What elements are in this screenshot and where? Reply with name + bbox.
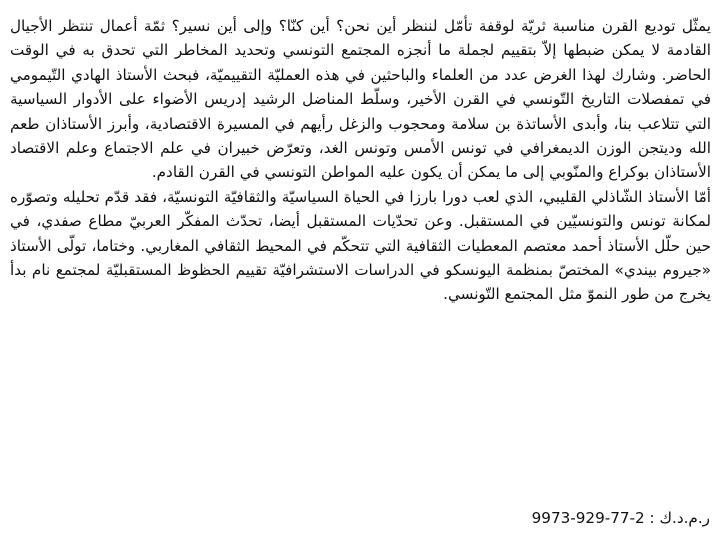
paragraph-1: يمثّل توديع القرن مناسبة ثريّة لوقفة تأمّل لننظر أين نحن؟ أين كنّا؟ وإلى أين نسير؟ ثمّة أعمال تنتظر الأجيال القادمة لا يمكن ضبطها إلاّ بتقييم لجملة ما أنجزه المجتمع التونسي وتحديد المخاطر التي تحدق به في الوقت الحاضر. وشارك لهذا الغرض عدد من العلماء والباحثين في هذه العمليّة التقييميّة، فبحث الأستاذ الهادي التّيمومي في تمفصلات التاريخ التّونسي في القرن الأخير، وسلّط المناضل الرشيد إدريس الأضواء على الأدوار السياسية التي تتلاعب بنا، وأبدى الأساتذة بن سلامة ومحجوب والزغل رأيهم في المسيرة الاقتصادية، وأبرز الأستاذان طعم الله وديتجن الوزن الديمغرافي في تونس الأمس وتونس الغد، وتعرّض خبيران في علم الاجتماع وعلم الاقتصاد الأستاذان بوكراع والمنّوبي إلى ما يمكن أن يكون عليه المواطن التونسي في القرن القادم.	[10, 17, 711, 182]
paragraph-2: أمّا الأستاذ الشّاذلي القليبي، الذي لعب دورا بارزا في الحياة السياسيّة والثقافيّة التونسيّة، فقد قدّم تحليله وتصوّره لمكانة تونس والتونسيّين في المستقبل. وعن تحدّيات المستقبل أيضا، تحدّث المفكّر العربيّ مطاع صفدي، في حين حلّل الأستاذ أحمد معتصم المعطيات الثقافية التي تتحكّم في المحيط الثقافي المغاربي. وختاما، تولّى الأستاذ «جيروم بيندي» المختصّ بمنظمة اليونسكو في الدراسات الاستشرافيّة تقييم الحظوظ المستقبليّة لمجتمع نام بدأ يخرج من طور النموّ مثل المجتمع التّونسي.	[10, 187, 711, 304]
document-body	[10, 14, 711, 307]
isbn-label: ر.م.د.ك :	[649, 509, 710, 527]
isbn-number: 9973-929-77-2	[531, 509, 645, 527]
isbn-line	[480, 507, 710, 529]
